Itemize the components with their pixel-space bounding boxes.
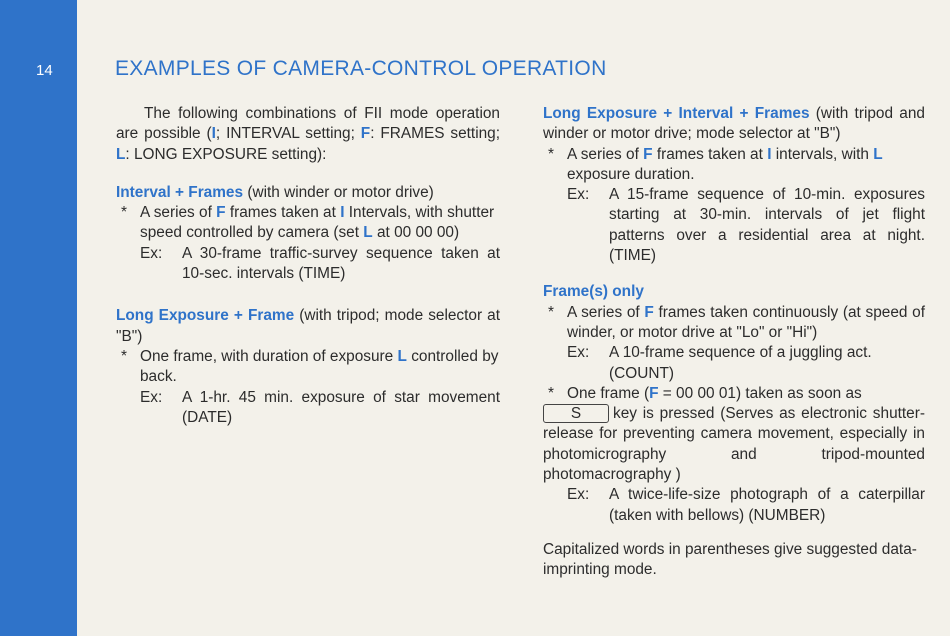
example: Ex: A 1-hr. 45 min. exposure of star movement (DATE) bbox=[140, 388, 500, 426]
example: Ex: A twice-life-size photograph of a caterpillar (taken with bellows) (NUMBER) bbox=[567, 486, 925, 524]
right-column bbox=[543, 104, 925, 581]
list-item: * A series of F frames taken at I intervals, with L exposure duration. bbox=[548, 145, 883, 183]
page-sidebar bbox=[0, 0, 77, 636]
section-interval-frames bbox=[116, 183, 500, 284]
section-long-exposure-frame bbox=[116, 306, 500, 428]
example: Ex: A 30-frame traffic-survey sequence taken at 10-sec. intervals (TIME) bbox=[140, 244, 500, 283]
example: Ex: A 10-frame sequence of a juggling act. (COUNT) bbox=[567, 344, 872, 382]
list-item: * A series of F frames taken at I Intervals, with shutter speed controlled by camera (set L at 00 00 00) bbox=[121, 204, 495, 242]
example: Ex: A 15-frame sequence of 10-min. exposures starting at 30-min. intervals of jet flight patterns over a residential area at night. (TIME) bbox=[567, 186, 925, 265]
list-item: * A series of F frames taken continuously (at speed of winder, or motor drive at "Lo" or "Hi") bbox=[548, 303, 925, 341]
section-long-exposure-interval-frames bbox=[543, 104, 925, 266]
page-number: 14 bbox=[36, 62, 53, 79]
list-item: * One frame, with duration of exposure L controlled by back. bbox=[121, 347, 499, 386]
shutter-key-description: S key is pressed (Serves as electronic shutter-release for preventing camera movement, especially in photomicrography and tripod-mounted photomacrography ) bbox=[543, 405, 925, 484]
left-column bbox=[116, 104, 500, 428]
intro-paragraph: The following combinations of FII mode operation are possible (I; INTERVAL setting; F: FRAMES setting; L: LONG EXPOSURE setting): bbox=[116, 105, 501, 163]
section-heading: Long Exposure + Frame (with tripod; mode selector at "B") bbox=[116, 307, 500, 345]
section-heading: Interval + Frames (with winder or motor drive) bbox=[116, 183, 434, 201]
footnote: Capitalized words in parentheses give suggested data-imprinting mode. bbox=[543, 540, 917, 579]
list-item: * One frame (F = 00 00 01) taken as soon as bbox=[548, 384, 862, 402]
section-heading: Long Exposure + Interval + Frames (with tripod and winder or motor drive; mode selector at "B") bbox=[543, 105, 925, 143]
s-key-icon: S bbox=[543, 404, 609, 423]
page-title: EXAMPLES OF CAMERA-CONTROL OPERATION bbox=[115, 57, 607, 80]
section-frames-only bbox=[543, 282, 925, 526]
section-heading: Frame(s) only bbox=[543, 283, 644, 301]
